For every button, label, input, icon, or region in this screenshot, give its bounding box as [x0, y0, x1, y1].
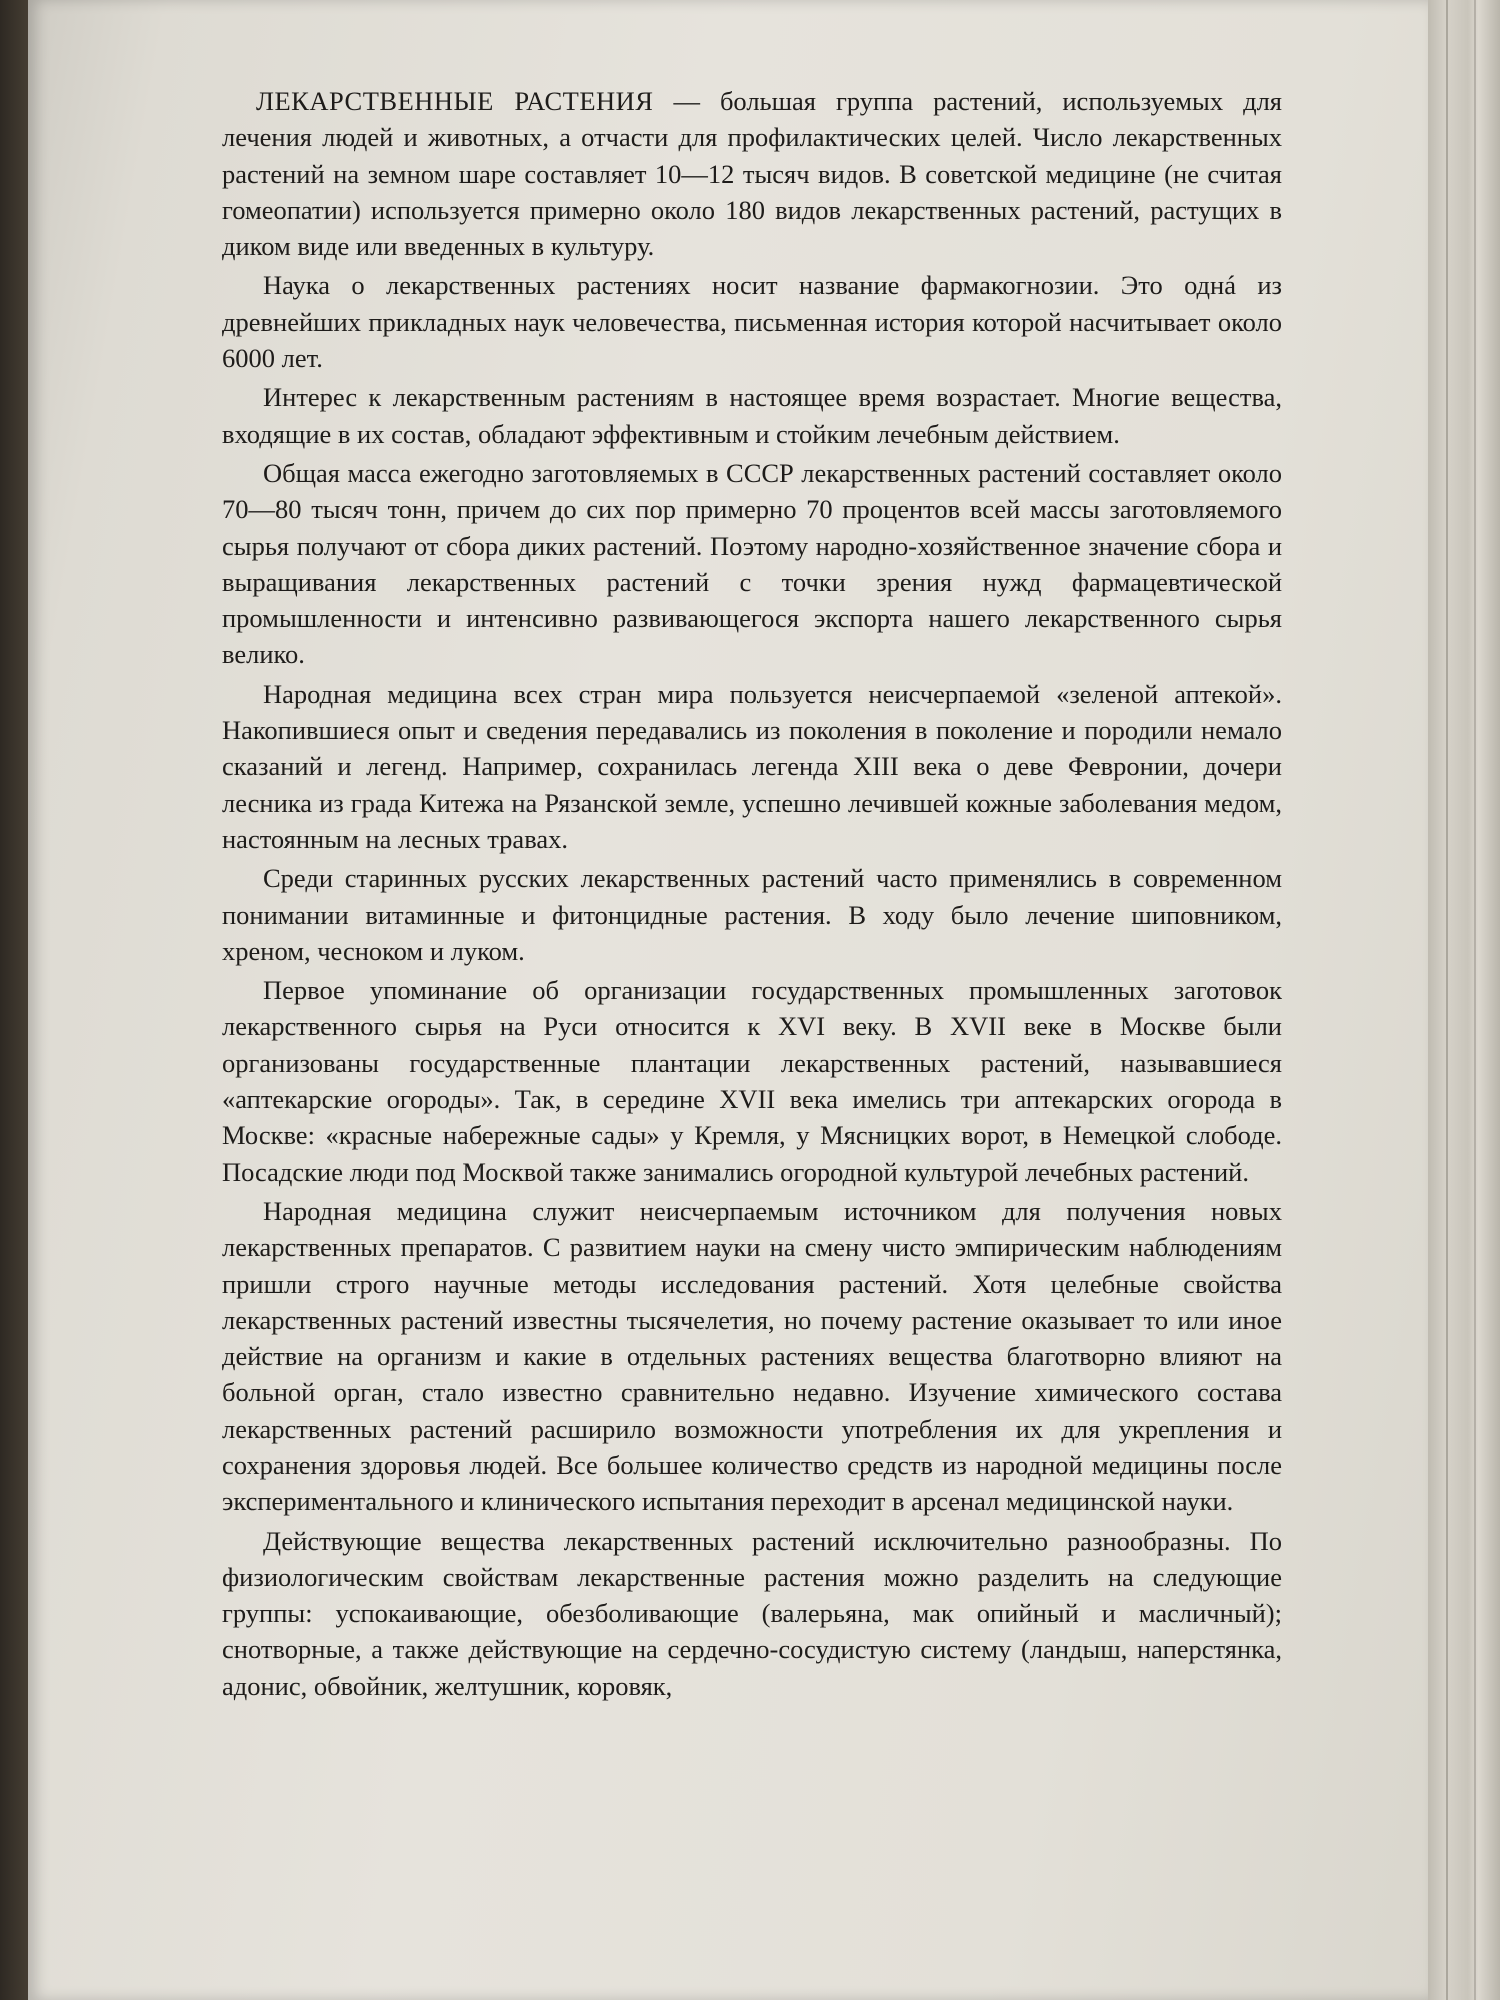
- page-edges: [1428, 0, 1500, 2000]
- article-lead: — большая группа растений, используемых для лечения людей и животных, а отчасти для профилактических целей. Число лекарственных растений на земном шаре составляет 10—12 тысяч видов. В советской медицине (не считая гомеопатии) используется примерно около 180 видов лекарственных растений, растущих в диком виде или введенных в культуру.: [222, 86, 1282, 262]
- article-paragraph: Наука о лекарственных растениях носит название фармакогнозии. Это однá из древнейших прикладных наук человечества, письменная история которой насчитывает около 6000 лет.: [222, 270, 1282, 374]
- article-paragraph: Среди старинных русских лекарственных растений часто применялись в современном понимании витаминные и фитонцидные растения. В ходу было лечение шиповником, хреном, чесноком и луком.: [222, 863, 1282, 966]
- article-paragraph: Общая масса ежегодно заготовляемых в СССР лекарственных растений составляет около 70—80 тысяч тонн, причем до сих пор примерно 70 процентов всей массы заготовляемого сырья получают от сбора диких растений. Поэтому народно-хозяйственное значение сбора и выращивания лекарственных растений с точки зрения нужд фармацевтической промышленности и интенсивно развивающегося экспорта нашего лекарственного сырья велико.: [222, 457, 1282, 670]
- article-paragraph-intro: [222, 83, 1282, 264]
- article-heading: ЛЕКАРСТВЕННЫЕ РАСТЕНИЯ: [256, 86, 654, 116]
- article-paragraph: Народная медицина служит неисчерпаемым источником для получения новых лекарственных препаратов. С развитием науки на смену чисто эмпирическим наблюдениям пришли строго научные методы исследования растений. Хотя целебные свойства лекарственных растений известны тысячелетия, но почему растение оказывает то или иное действие на организм и какие в отдельных растениях вещества благотворно влияют на больной орган, стало известно сравнительно недавно. Изучение химического состава лекарственных растений расширило возможности употребления их для укрепления и сохранения здоровья людей. Все большее количество средств из народной медицины после экспериментального и клинического испытания переходит в арсенал медицинской науки.: [222, 1195, 1282, 1517]
- article-paragraph: Первое упоминание об организации государственных промышленных заготовок лекарственного сырья на Руси относится к XVI веку. В XVII веке в Москве были организованы государственные плантации лекарственных растений, называвшиеся «аптекарские огороды». Так, в середине XVII века имелись три аптекарских огорода в Москве: «красные набережные сады» у Кремля, у Мясницких ворот, в Немецкой слободе. Посадские люди под Москвой также занимались огородной культурой лечебных растений.: [222, 975, 1282, 1187]
- article-paragraph: Действующие вещества лекарственных растений исключительно разнообразны. По физиологическим свойствам лекарственные растения можно разделить на следующие группы: успокаивающие, обезболивающие (валерьяна, мак опийный и масличный); снотворные, а также действующие на сердечно-сосудистую систему (ландыш, наперстянка, адонис, обвойник, желтушник, коровяк,: [222, 1525, 1282, 1701]
- article-paragraph: Интерес к лекарственным растениям в настоящее время возрастает. Многие вещества, входящие в их состав, обладают эффективным и стойким лечебным действием.: [222, 382, 1282, 449]
- article-body: [222, 83, 1282, 1707]
- article-paragraph: Народная медицина всех стран мира пользуется неисчерпаемой «зеленой аптекой». Накопившиеся опыт и сведения передавались из поколения в поколение и породили немало сказаний и легенд. Например, сохранилась легенда XIII века о деве Февронии, дочери лесника из града Китежа на Рязанской земле, успешно лечившей кожные заболевания медом, настоянным на лесных травах.: [222, 678, 1282, 854]
